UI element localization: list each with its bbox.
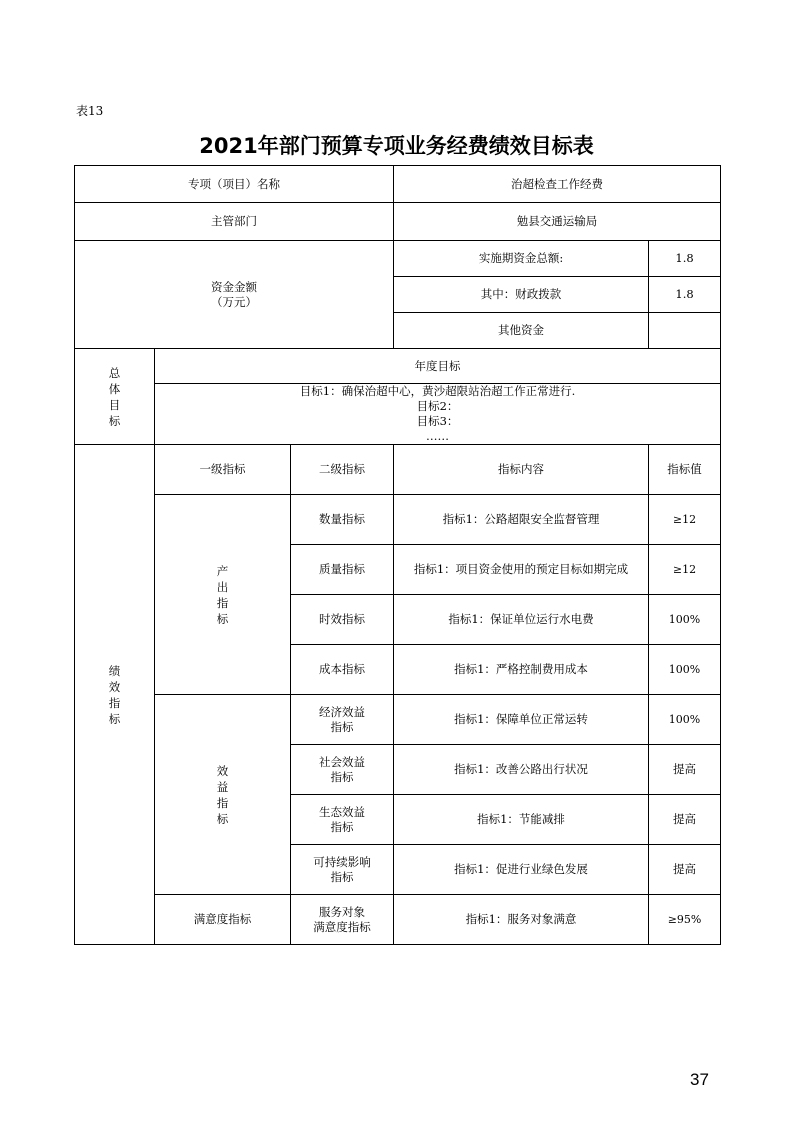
value-cell: 提高: [649, 795, 721, 845]
content-cell: 指标1：服务对象满意: [394, 895, 649, 945]
funds-total-label: 实施期资金总额:: [394, 241, 649, 277]
value-cell: 100%: [649, 645, 721, 695]
overall-goal-label: 总体目标: [108, 365, 121, 428]
performance-label-cell: [75, 445, 155, 945]
table-row: [75, 695, 721, 745]
project-name-value: 治超检查工作经费: [394, 166, 721, 203]
goal-line-1: 目标1：确保治超中心，黄沙超限站治超工作正常进行.: [299, 384, 576, 398]
content-cell: 指标1：保证单位运行水电费: [394, 595, 649, 645]
table-number: 表13: [76, 104, 104, 118]
content-cell: 指标1：严格控制费用成本: [394, 645, 649, 695]
benefit-indicator-label: 效益指标: [216, 763, 229, 826]
goal-line-3: 目标3：: [416, 414, 459, 428]
level2-cell: 成本指标: [291, 645, 394, 695]
table-row: [75, 495, 721, 545]
level2-cell: [291, 845, 394, 895]
value-cell: 提高: [649, 845, 721, 895]
level2-cell: 数量指标: [291, 495, 394, 545]
page-title: 2021年部门预算专项业务经费绩效目标表: [199, 134, 594, 158]
overall-goal-header-row: [75, 349, 721, 384]
page-number: 37: [690, 1070, 709, 1089]
level2-line-1: 服务对象: [319, 904, 366, 919]
annual-goal-header: 年度目标: [155, 349, 721, 384]
project-name-row: [75, 166, 721, 203]
level2-line-2: 指标: [330, 869, 354, 884]
value-cell: ≥95%: [649, 895, 721, 945]
satisfaction-indicator-cell: 满意度指标: [155, 895, 291, 945]
level2-cell: [291, 895, 394, 945]
level2-cell: [291, 795, 394, 845]
content-header: 指标内容: [394, 445, 649, 495]
department-value: 勉县交通运输局: [394, 203, 721, 241]
performance-label: 绩效指标: [108, 663, 121, 726]
value-cell: 提高: [649, 745, 721, 795]
content-cell: 指标1：促进行业绿色发展: [394, 845, 649, 895]
value-cell: ≥12: [649, 545, 721, 595]
content-cell: 指标1：保障单位正常运转: [394, 695, 649, 745]
funds-other-value: [649, 313, 721, 349]
department-label: 主管部门: [75, 203, 394, 241]
content-cell: 指标1：改善公路出行状况: [394, 745, 649, 795]
output-indicator-label: 产出指标: [216, 563, 229, 626]
level2-cell: 时效指标: [291, 595, 394, 645]
funds-unit-label: （万元）: [211, 294, 258, 309]
content-cell: 指标1：项目资金使用的预定目标如期完成: [394, 545, 649, 595]
funds-amount-label: 资金金额: [211, 279, 258, 294]
level2-line-1: 生态效益: [319, 804, 366, 819]
funds-fiscal-label: 其中：财政拨款: [394, 277, 649, 313]
content-cell: 指标1：节能减排: [394, 795, 649, 845]
level2-header: 二级指标: [291, 445, 394, 495]
annual-goal-text: [155, 384, 721, 445]
output-indicator-cell: [155, 495, 291, 695]
level2-line-1: 可持续影响: [313, 854, 371, 869]
level2-line-2: 指标: [330, 719, 354, 734]
indicator-header-row: [75, 445, 721, 495]
level2-line-2: 指标: [330, 819, 354, 834]
table-row: [75, 895, 721, 945]
department-row: [75, 203, 721, 241]
benefit-indicator-cell: [155, 695, 291, 895]
funds-fiscal-value: 1.8: [649, 277, 721, 313]
value-header: 指标值: [649, 445, 721, 495]
goal-line-4: ……: [426, 429, 450, 443]
level2-cell: [291, 695, 394, 745]
project-name-label: 专项（项目）名称: [75, 166, 394, 203]
funds-total-row: [75, 241, 721, 277]
value-cell: 100%: [649, 595, 721, 645]
performance-target-table: [74, 165, 721, 945]
overall-goal-label-cell: [75, 349, 155, 445]
value-cell: 100%: [649, 695, 721, 745]
funds-other-label: 其他资金: [394, 313, 649, 349]
overall-goal-text-row: [75, 384, 721, 445]
funds-amount-cell: [75, 241, 394, 349]
level2-cell: 质量指标: [291, 545, 394, 595]
level2-cell: [291, 745, 394, 795]
level2-line-2: 指标: [330, 769, 354, 784]
level2-line-2: 满意度指标: [313, 919, 371, 934]
level1-header: 一级指标: [155, 445, 291, 495]
funds-total-value: 1.8: [649, 241, 721, 277]
content-cell: 指标1：公路超限安全监督管理: [394, 495, 649, 545]
level2-line-1: 社会效益: [319, 754, 366, 769]
level2-line-1: 经济效益: [319, 704, 366, 719]
goal-line-2: 目标2：: [416, 399, 459, 413]
value-cell: ≥12: [649, 495, 721, 545]
